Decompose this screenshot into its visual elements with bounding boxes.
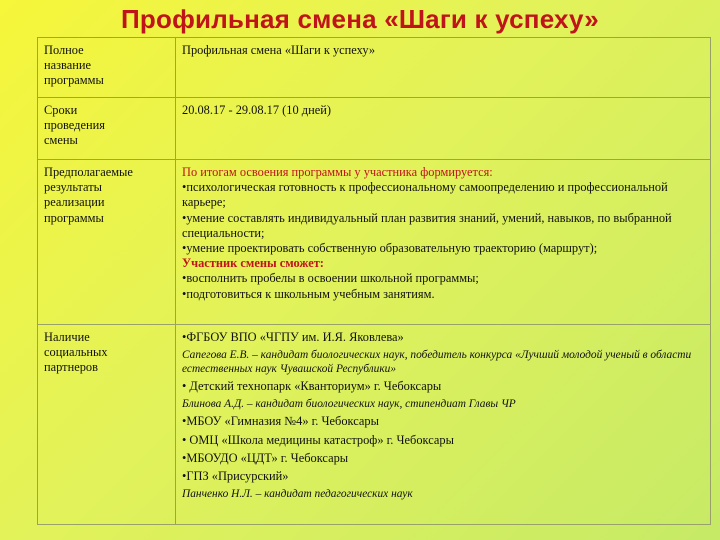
row-label: Полное название программы <box>44 43 104 88</box>
partner-item: • ОМЦ «Школа медицины катастроф» г. Чебоксары <box>182 432 454 447</box>
table-row <box>38 160 711 325</box>
results-heading: По итогам освоения программы у участника формируется: <box>182 165 493 179</box>
list-item: •умение составлять индивидуальный план развития знаний, умений, навыков, по выбранной специальности; <box>182 210 672 240</box>
partner-note: Блинова А.Д. – кандидат биологических наук, стипендиат Главы ЧР <box>182 398 516 411</box>
row-label-cell <box>38 325 176 525</box>
participant-heading: Участник смены сможет: <box>182 256 324 271</box>
partner-item: •ФГБОУ ВПО «ЧГПУ им. И.Я. Яковлева» <box>182 330 404 344</box>
partner-item: •ГПЗ «Присурский» <box>182 469 289 484</box>
row-label-cell <box>38 160 176 325</box>
partner-note: Панченко Н.Л. – кандидат педагогических наук <box>182 488 413 501</box>
partner-item: • Детский технопарк «Кванториум» г. Чебоксары <box>182 379 442 394</box>
row-value-cell <box>176 98 711 160</box>
list-item: •восполнить пробелы в освоении школьной программы; <box>182 271 479 286</box>
program-name-value: Профильная смена «Шаги к успеху» <box>182 43 376 57</box>
list-item: •психологическая готовность к профессиональному самоопределению и профессиональной карьере; <box>182 180 668 210</box>
dates-value: 20.08.17 - 29.08.17 (10 дней) <box>182 103 331 117</box>
list-item: •подготовиться к школьным учебным занятиям. <box>182 286 435 301</box>
partner-item: •МБОУ «Гимназия №4» г. Чебоксары <box>182 414 379 429</box>
partner-note: Сапегова Е.В. – кандидат биологических наук, победитель конкурса «Лучший молодой ученый в области естественных наук Чувашской Республики» <box>182 349 692 376</box>
row-value-cell <box>176 325 711 525</box>
list-item: •умение проектировать собственную образовательную траекторию (маршрут); <box>182 241 598 256</box>
row-label: Сроки проведения смены <box>44 103 105 148</box>
partner-item: •МБОУДО «ЦДТ» г. Чебоксары <box>182 450 349 465</box>
row-label-cell <box>38 98 176 160</box>
row-label: Предполагаемые результаты реализации программы <box>44 165 133 225</box>
table-row <box>38 98 711 160</box>
table-row <box>38 38 711 98</box>
program-info-table <box>37 37 711 525</box>
row-value-cell <box>176 160 711 325</box>
row-label: Наличие социальных партнеров <box>44 330 108 375</box>
page-title: Профильная смена «Шаги к успеху» <box>121 4 599 34</box>
row-value-cell <box>176 38 711 98</box>
table-row <box>38 325 711 525</box>
row-label-cell <box>38 38 176 98</box>
